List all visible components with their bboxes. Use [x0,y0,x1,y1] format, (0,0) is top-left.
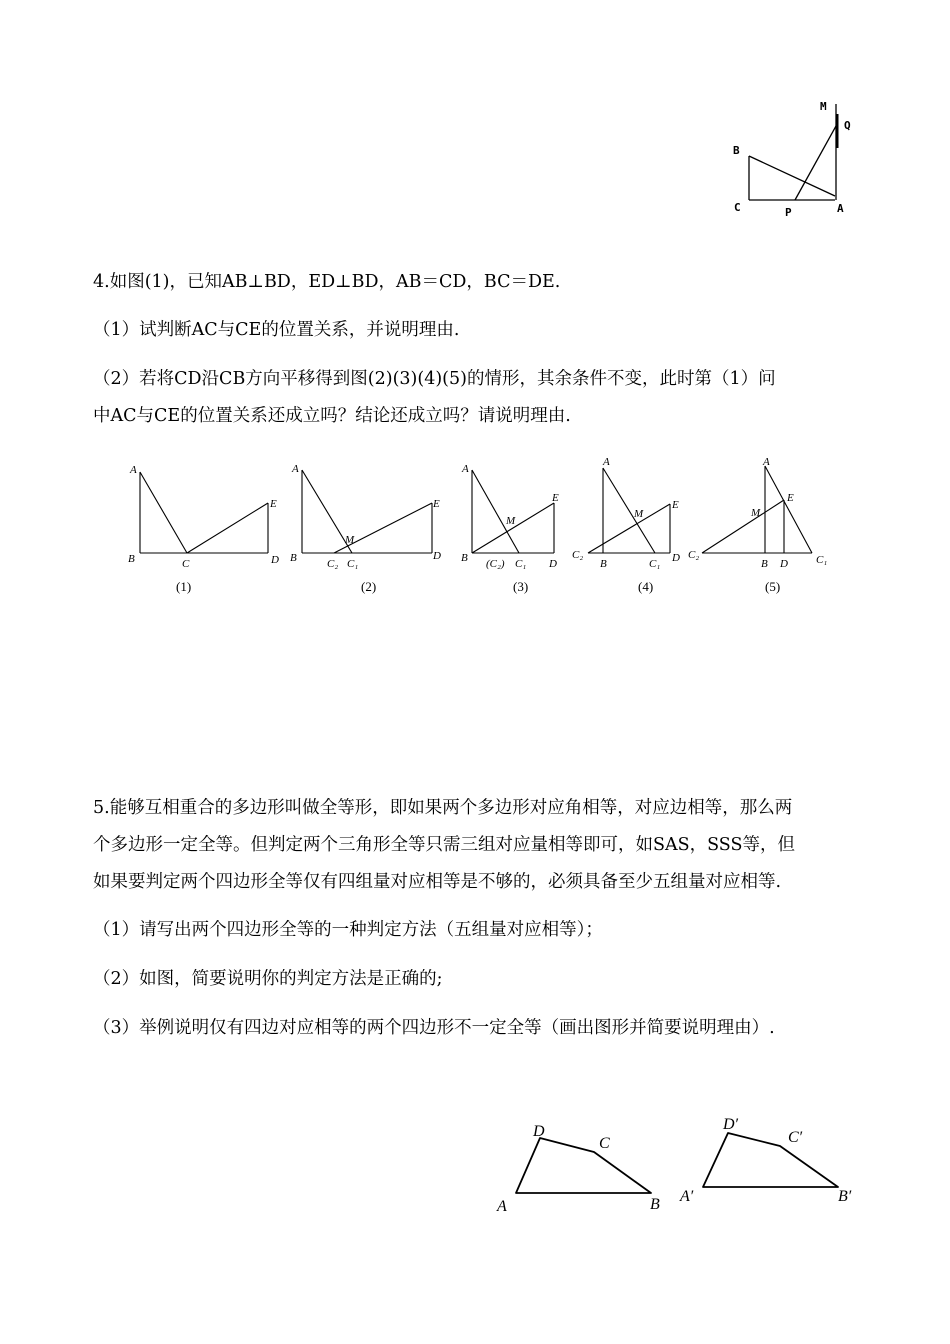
f2-label-m: M [345,534,355,546]
f3-label-a: A [462,463,469,475]
f4-caption: (4) [638,579,654,594]
q5-line-6: （3）举例说明仅有四边对应相等的两个四边形不一定全等（画出图形并简要说明理由）. [93,1018,775,1038]
f5-caption: (5) [765,579,781,594]
quad1-label-b: B [650,1196,660,1213]
q4-figures [0,440,950,610]
f4-label-d: D [672,552,680,564]
f4-label-e: E [672,499,679,511]
f1-label-a: A [130,464,137,476]
q4-line-2: （1）试判断AC与CE的位置关系，并说明理由. [93,320,460,340]
f2-label-b: B [290,552,297,564]
f2-label-c1: C₁ [347,558,359,570]
label-m: M [820,100,827,113]
q4-line-4: 中AC与CE的位置关系还成立吗？结论还成立吗？请说明理由. [93,406,571,426]
quad1-label-a: A [497,1198,507,1215]
label-b: B [733,144,740,157]
f4-label-m: M [634,508,644,520]
f2-label-c2: C₂ [327,558,339,570]
f5-label-m: M [751,507,761,519]
quad2-label-a: A′ [680,1188,694,1205]
f3-label-b: B [461,552,468,564]
q4-line-3: （2）若将CD沿CB方向平移得到图(2)(3)(4)(5)的情形，其余条件不变，此时第（1）问 [93,369,776,389]
quad2-label-b: B′ [838,1188,852,1205]
label-q: Q [844,119,851,132]
label-p: P [785,206,792,219]
f5-label-c1: C₁ [816,554,828,566]
label-a: A [837,202,844,215]
q5-quadrilaterals [480,1100,880,1230]
figure-2 [302,470,432,553]
f1-label-b: B [128,553,135,565]
f2-caption: (2) [361,579,377,594]
f2-label-e: E [433,498,440,510]
q5-line-2: 个多边形一定全等。但判定两个三角形全等只需三组对应量相等即可，如SAS，SSS等，但 [93,835,795,855]
quad-abcd [516,1138,651,1193]
f1-caption: (1) [176,579,192,594]
segment-ba [749,156,835,196]
figure-3 [472,470,554,553]
f3-label-c2: (C₂) [486,558,505,570]
q4-line-1: 4.如图(1)，已知AB⊥BD，ED⊥BD，AB＝CD，BC＝DE. [93,272,561,292]
f4-label-b: B [600,558,607,570]
f3-label-e: E [552,492,559,504]
f2-label-d: D [433,550,441,562]
f3-label-d: D [549,558,557,570]
figure-4 [588,468,670,553]
q5-line-3: 如果要判定两个四边形全等仅有四组量对应相等是不够的，必须具备至少五组量对应相等. [93,872,782,892]
f5-label-b: B [761,558,768,570]
f5-label-e: E [787,492,794,504]
f5-label-d: D [780,558,788,570]
f1-label-d: D [271,554,279,566]
q5-line-4: （1）请写出两个四边形全等的一种判定方法（五组量对应相等）； [93,920,603,940]
f4-label-c1: C₁ [649,558,661,570]
quad2-label-c: C′ [788,1129,803,1146]
f5-label-a: A [763,456,770,468]
f4-label-c2: C₂ [572,549,584,561]
segment-pq [795,126,836,200]
figure-triangle-mq [725,92,865,222]
q5-line-1: 5.能够互相重合的多边形叫做全等形，即如果两个多边形对应角相等，对应边相等，那么两 [93,798,793,818]
label-c: C [734,201,741,214]
quad-abcd-prime [703,1133,838,1187]
f3-label-c1: C₁ [515,558,527,570]
f4-label-a: A [603,456,610,468]
quad1-label-d: D [533,1123,545,1140]
figure-1 [140,472,268,553]
quad2-label-d: D′ [723,1116,739,1133]
f1-label-c: C [182,558,190,570]
f3-caption: (3) [513,579,529,594]
f3-label-m: M [506,515,516,527]
f1-label-e: E [270,498,277,510]
f5-label-c2: C₂ [688,549,700,561]
quad1-label-c: C [599,1135,610,1152]
f2-label-a: A [292,463,299,475]
q5-line-5: （2）如图，简要说明你的判定方法是正确的; [93,969,443,989]
